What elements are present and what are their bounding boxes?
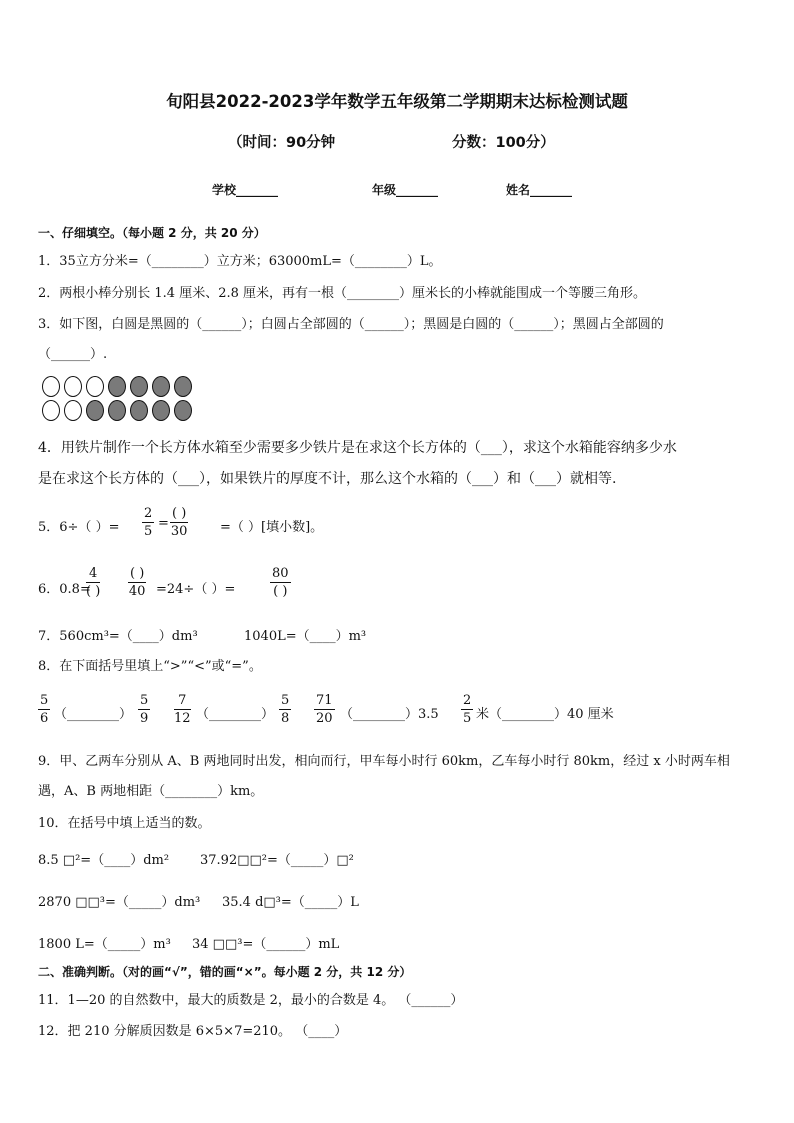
question-10-item-2: 37.92□□²=（_____）□² [200,853,354,868]
question-5-fraction-1 [142,505,154,540]
question-11: 11．1—20 的自然数中，最大的质数是 2，最小的合数是 4。 （______） [38,993,464,1008]
question-10-item-4: 35.4 d□³=（_____）L [222,895,359,910]
q8-fraction-5 [314,692,335,727]
black-circle [130,400,148,421]
grade-field: 年级_______ [372,183,439,197]
q8-blank-1: （________） [54,707,133,722]
question-7-part-1: 7．560cm³=（____）dm³ [38,629,198,644]
question-10: 10．在括号中填上适当的数。 [38,816,211,831]
denominator: 8 [281,711,290,726]
q8-fraction-2 [138,692,150,727]
question-4-line-1: 4．用铁片制作一个长方体水箱至少需要多少铁片是在求这个长方体的（___），求这个水箱能容纳多少水 [38,440,677,456]
white-circle [64,400,82,421]
question-9-line-1: 9．甲、乙两车分别从 A、B 两地同时出发，相向而行，甲车每小时行 60km，乙车每小时行 80km，经过 x 小时两车相 [38,754,730,769]
school-field: 学校_______ [212,183,279,197]
section-2-title: 二、准确判断。（对的画“√”，错的画“×”。每小题 2 分，共 12 分） [38,965,412,979]
denominator: ( ) [273,584,288,599]
question-6-fraction-3 [270,565,291,600]
question-10-item-6: 34 □□³=（______）mL [192,937,340,952]
q8-fraction-6 [461,692,473,727]
numerator: 5 [140,693,149,708]
q8-fraction-1 [38,692,50,727]
q8-blank-3: （________）3.5 [340,707,439,722]
numerator: ( ) [172,506,187,521]
denominator: 40 [128,584,146,599]
question-6-fraction-1 [86,565,100,600]
white-circle [64,376,82,397]
denominator: 30 [170,524,188,539]
q8-blank-4: 米（________）40 厘米 [476,707,614,722]
page-title: 旬阳县2022-2023学年数学五年级第二学期期末达标检测试题 [166,92,628,111]
black-circle [86,400,104,421]
q8-fraction-3 [174,692,191,727]
numerator: 2 [144,506,153,521]
black-circle [108,376,126,397]
white-circle [42,376,60,397]
numerator: 5 [40,693,49,708]
question-10-item-1: 8.5 □²=（____）dm² [38,853,170,868]
q8-fraction-4 [279,692,291,727]
white-circle [42,400,60,421]
section-1-title: 一、仔细填空。（每小题 2 分，共 20 分） [38,226,266,240]
black-circle [130,376,148,397]
question-6-prefix: 6．0.8= [38,582,91,597]
white-circle [86,376,104,397]
question-3-line-2: （______）. [38,347,108,362]
question-1: 1．35立方分米=（________）立方米；63000mL=（________）L。 [38,254,442,269]
denominator: 20 [316,711,333,726]
name-field: 姓名_______ [506,183,573,197]
numerator: 7 [174,692,191,710]
question-9-line-2: 遇，A、B 两地相距（________）km。 [38,784,264,799]
numerator: ( ) [130,566,145,581]
black-circle [174,400,192,421]
question-5-suffix: =（ ）[填小数]。 [220,520,324,535]
exam-score: 分数：100分） [452,135,555,151]
q8-blank-2: （________） [196,707,275,722]
question-10-item-3: 2870 □□³=（_____）dm³ [38,895,201,910]
denominator: 6 [40,711,49,726]
black-circle [152,400,170,421]
question-3-line-1: 3．如下图，白圆是黑圆的（______）；白圆占全部圆的（______）；黑圆是白圆的（______）；黑圆占全部圆的 [38,317,664,332]
black-circle [108,400,126,421]
numerator: 2 [463,693,472,708]
question-10-item-5: 1800 L=（_____）m³ [38,937,171,952]
denominator: 5 [463,711,472,726]
question-6-fraction-2 [128,565,146,600]
denominator: 12 [174,711,191,726]
question-8: 8．在下面括号里填上“>”“<”或“=”。 [38,659,262,674]
question-7-part-2: 1040L=（____）m³ [244,629,367,644]
question-2: 2．两根小棒分别长 1.4 厘米、2.8 厘米，再有一根（________）厘米长的小棒就能围成一个等腰三角形。 [38,286,647,301]
denominator: 9 [140,711,149,726]
numerator: 5 [281,693,290,708]
numerator: 80 [272,566,289,581]
numerator: 4 [86,565,100,583]
question-5-fraction-2 [170,505,188,540]
question-5-prefix: 5．6÷（ ）= [38,520,120,535]
black-circle [152,376,170,397]
exam-time: （时间：90分钟 [228,135,336,151]
question-6-middle: =24÷（ ）= [156,582,236,597]
question-12: 12．把 210 分解质因数是 6×5×7=210。 （____） [38,1024,348,1039]
equals-sign: = [158,516,169,531]
denominator: ( ) [86,584,101,599]
denominator: 5 [144,524,153,539]
question-4-line-2: 是在求这个长方体的（___），如果铁片的厚度不计，那么这个水箱的（___）和（___）就相等. [38,471,617,487]
black-circle [174,376,192,397]
numerator: 71 [316,693,333,708]
